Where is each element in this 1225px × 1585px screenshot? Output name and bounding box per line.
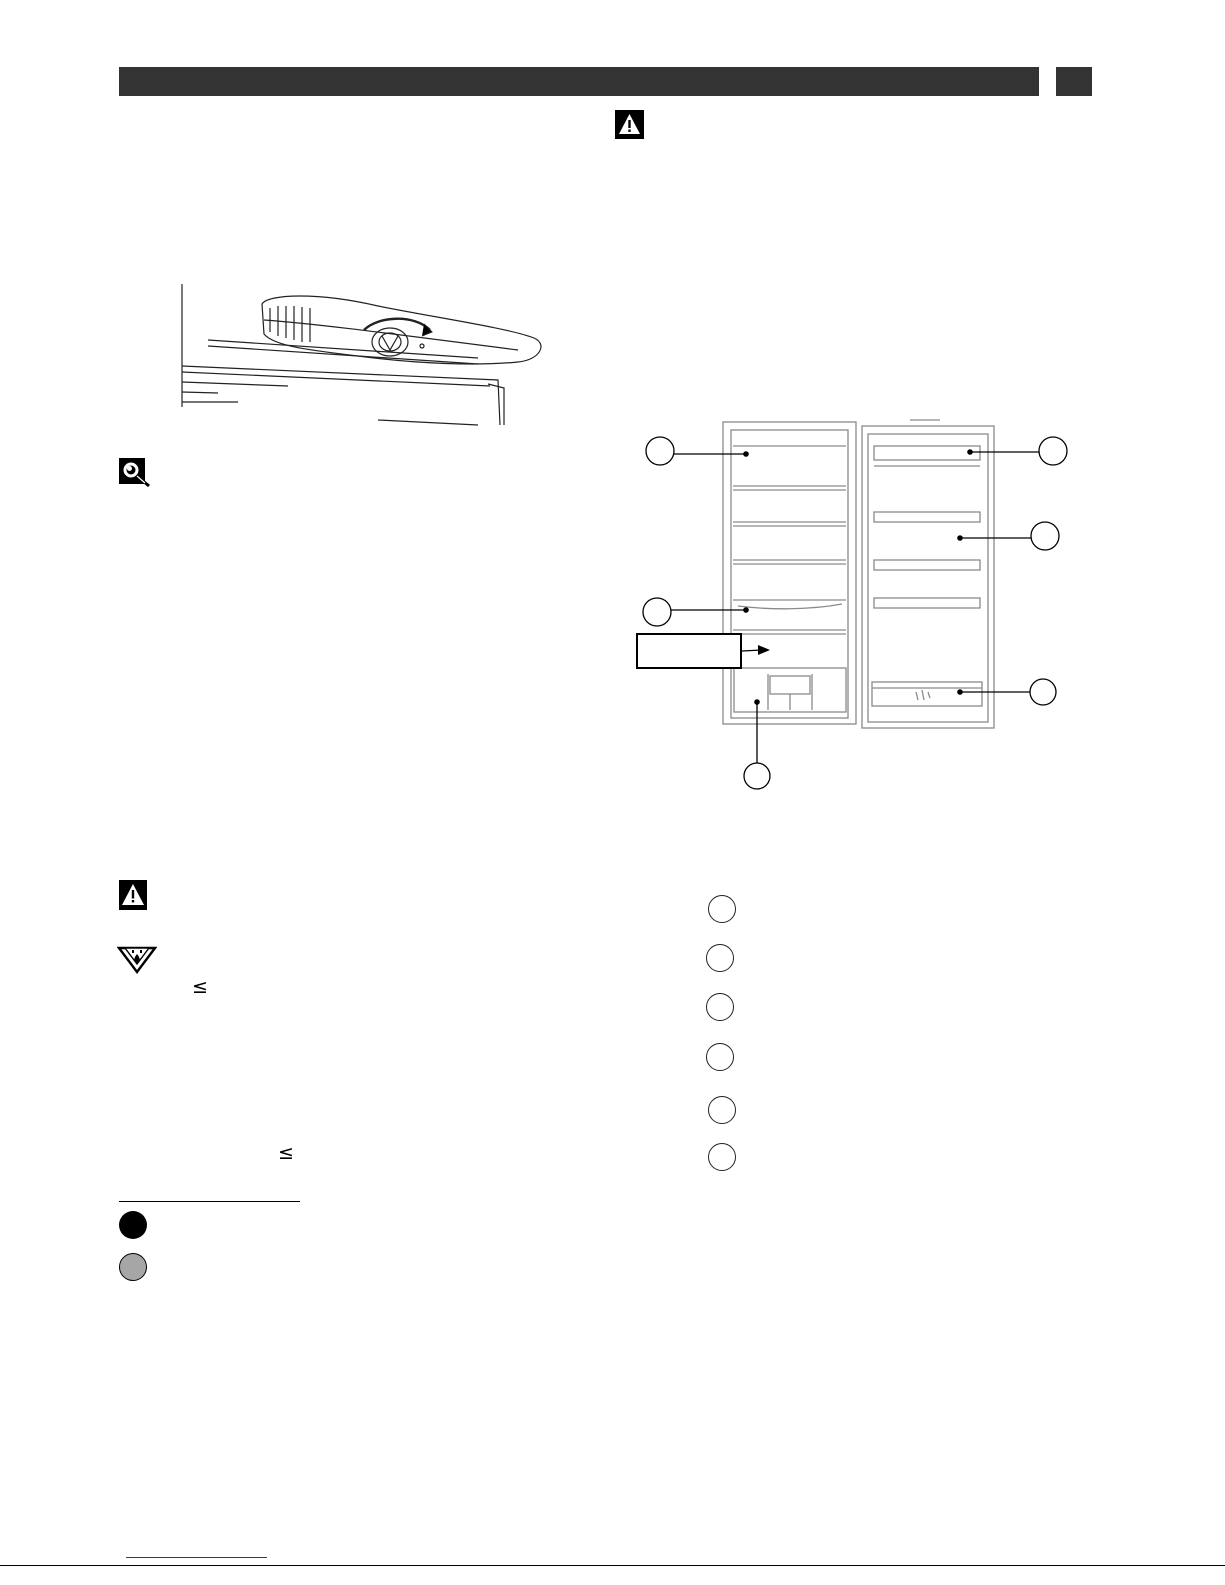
defrost-drop-icon (117, 946, 157, 974)
warning-triangle-icon (119, 880, 147, 910)
diagram-label-box (636, 633, 742, 669)
less-equal-symbol: ≤ (192, 976, 208, 998)
legend-circle-1 (708, 895, 736, 923)
thermostat-illustration (178, 280, 548, 430)
grey-dot-icon (119, 1253, 147, 1281)
legend-circle-4 (706, 1043, 734, 1071)
less-equal-symbol: ≤ (278, 1142, 294, 1164)
header-bar (119, 67, 1039, 96)
legend-circle-5 (708, 1096, 736, 1124)
magnifier-icon (119, 458, 151, 488)
legend-circle-2 (706, 944, 734, 972)
page-number-tab (1056, 67, 1092, 96)
warning-triangle-icon (615, 110, 644, 139)
fridge-diagram (630, 410, 1080, 790)
footer-link[interactable] (126, 1557, 267, 1558)
legend-circle-3 (706, 993, 734, 1021)
black-dot-icon (119, 1211, 147, 1239)
footnote-rule (119, 1201, 300, 1202)
footer-rule (0, 1565, 1225, 1566)
legend-circle-6 (708, 1143, 736, 1171)
